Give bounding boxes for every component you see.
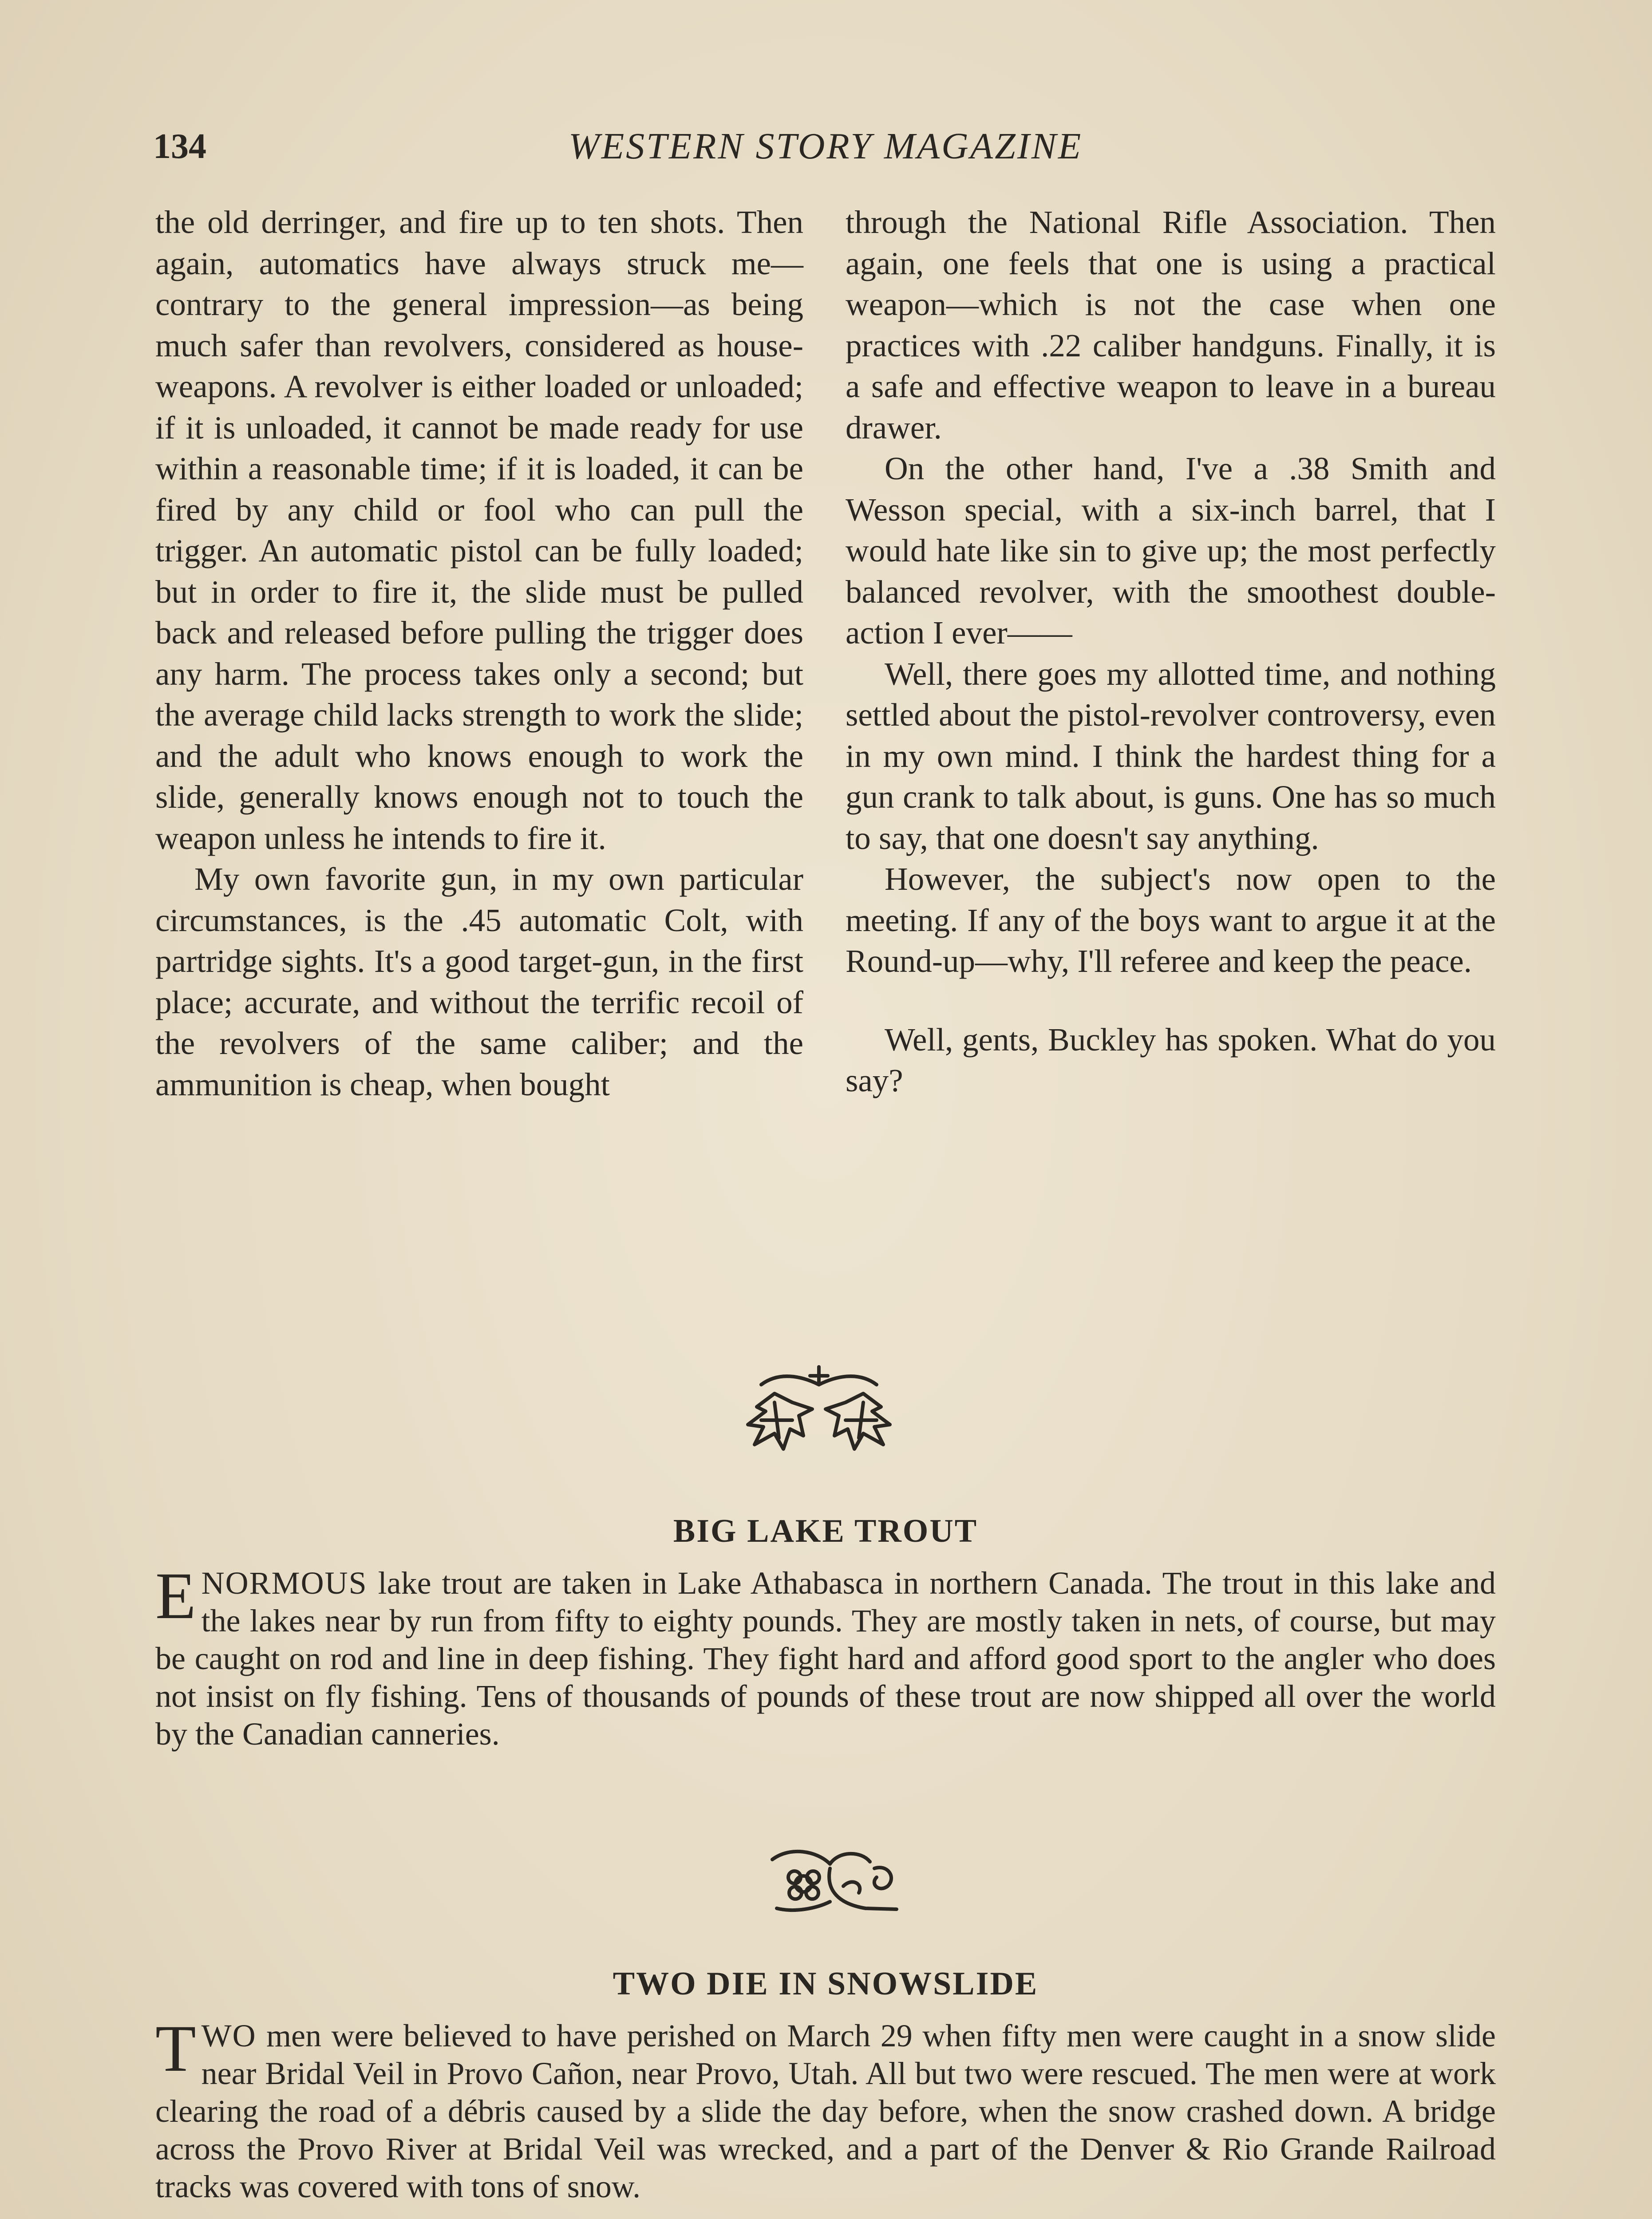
drop-cap: E [155, 1559, 196, 1633]
paragraph: However, the subject's now open to the meeting. If any of the boys want to argue it at the Round-up—why, I'll referee and keep the peace. [846, 861, 1496, 979]
paragraph: Well, gents, Buckley has spoken. What do you say? [846, 1021, 1496, 1098]
paragraph: Well, there goes my allotted time, and nothing settled about the pistol-revolver controversy, even in my own mind. I think the hardest thing for a gun crank to talk about, is guns. One has so much to say, that one doesn't say anything. [846, 655, 1496, 856]
paragraph: the old derringer, and fire up to ten shots. Then again, automatics have always struck me—contrary to the general impression—as being much safer than revolvers, considered as house-weapons. A revolver is either loaded or unloaded; if it is unloaded, it cannot be made ready for use within a reasonable time; if it is loaded, it can be fired by any child or fool who can pull the trigger. An automatic pistol can be fully loaded; but in order to fire it, the slide must be pulled back and released before pulling the trigger does any harm. The process takes only a second; but the average child lacks strength to work the slide; and the adult who knows enough to work the slide, generally knows enough not to touch the weapon unless he intends to fire it. [155, 204, 803, 856]
column-right [846, 202, 1496, 1102]
paragraph: On the other hand, I've a .38 Smith and Wesson special, with a six-inch barrel, that I would hate like sin to give up; the most perfectly balanced revolver, with the smoothest double-action I ever—— [846, 450, 1496, 651]
column-left [155, 202, 803, 1105]
lead-word: NORMOUS [201, 1565, 368, 1601]
article-big-lake-trout [155, 1559, 1496, 1753]
article-body: men were believed to have perished on March 29 when fifty men were caught in a snow slide near Bridal Veil in Provo Cañon, near Provo, Utah. All but two were rescued. The men were at work clearing the road of a débris caused by a slide the day before, when the snow crashed down. A bridge across the Provo River at Bridal Veil was wrecked, and a part of the Denver & Rio Grande Railroad tracks was covered with tons of snow. [155, 2018, 1496, 2204]
floral-ornament-icon [763, 1842, 905, 1917]
magazine-title: WESTERN STORY MAGAZINE [568, 126, 1083, 167]
page-header [153, 120, 1498, 173]
article-title-two-die-in-snowslide: TWO DIE IN SNOWSLIDE [613, 1966, 1039, 2002]
paragraph: through the National Rifle Association. Then again, one feels that one is using a practical weapon—which is not the case when one practices with .22 caliber handguns. Finally, it is a safe and effective weapon to leave in a bureau drawer. [846, 204, 1496, 446]
article-body: lake trout are taken in Lake Athabasca in northern Canada. The trout in this lake and the lakes near by run from fifty to eighty pounds. They are mostly taken in nets, of course, but may be caught on rod and line in deep fishing. They fight hard and afford good sport to the angler who does not insist on fly fishing. Tens of thousands of pounds of these trout are now shipped all over the world by the Canadian canneries. [155, 1565, 1496, 1752]
lead-word: WO [201, 2018, 257, 2053]
article-title-big-lake-trout: BIG LAKE TROUT [673, 1513, 978, 1549]
article-two-die-in-snowslide [155, 2012, 1496, 2206]
leaf-ornament-icon [730, 1358, 908, 1460]
paragraph: My own favorite gun, in my own particular circumstances, is the .45 automatic Colt, with partridge sights. It's a good target-gun, in the first place; accurate, and without the terrific recoil of the revolvers of the same caliber; and the ammunition is cheap, when bought [155, 861, 803, 1102]
page-number: 134 [153, 127, 206, 166]
drop-cap: T [155, 2012, 196, 2085]
